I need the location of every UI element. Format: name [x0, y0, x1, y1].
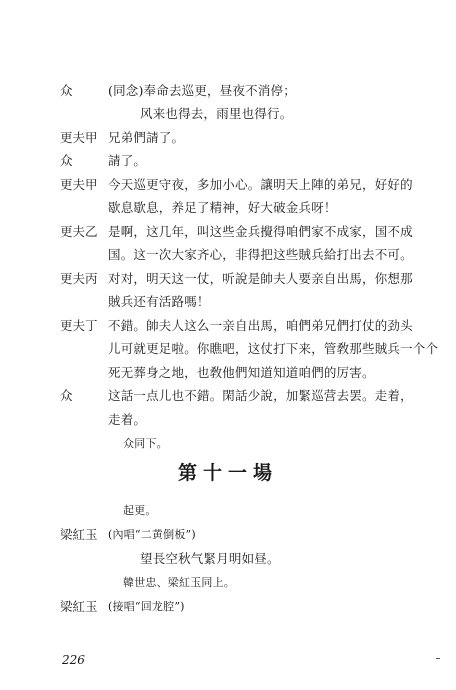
margin-mark [436, 658, 440, 659]
sung-line: 望長空秋气緊月明如昼。 [140, 551, 280, 566]
dialogue-line: 請了。 [108, 153, 147, 168]
dialogue-line: 对对，明天这一仗，听說是帥夫人要亲自出馬，你想那 [108, 271, 413, 286]
speaker-label: 梁紅玉 [60, 599, 98, 614]
dialogue-line: 死无葬身之地，也敎他們知道知道咱們的厉害。 [108, 365, 375, 380]
dialogue-line: 国。这一次大家齐心，非得把这些賊兵給打出去不可。 [108, 247, 413, 262]
singing-cue: (內唱“二黄倒板”) [108, 528, 196, 541]
dialogue-line: 今天巡更守夜，多加小心。讓明天上陣的弟兄，好好的 [108, 177, 413, 192]
stage-direction: 起更。 [123, 504, 157, 517]
scene-heading: 第十一場 [177, 462, 278, 484]
dialogue-line: 这話一点儿也不錯。閑話少說，加緊巡营去罢。走着， [108, 388, 413, 403]
stage-direction: 众同下。 [123, 437, 168, 450]
speaker-label: 更夫丙 [60, 271, 98, 286]
speaker-label: 更夫甲 [60, 177, 98, 192]
singing-cue: (接唱“回龙腔”) [108, 600, 185, 613]
speaker-label: 更夫乙 [60, 224, 98, 239]
dialogue-line: 賊兵还有活路嗎！ [108, 294, 210, 309]
speaker-label: 众 [60, 153, 73, 168]
page-number: 226 [62, 653, 85, 667]
dialogue-line: 不錯。帥夫人这么一亲自出馬，咱們弟兄們打仗的劲头 [108, 318, 413, 333]
dialogue-line: 歇息歇息，养足了精神，好大破金兵呀！ [108, 200, 337, 215]
speaker-label: 梁紅玉 [60, 527, 98, 542]
dialogue-line: 儿可就更足啦。你瞧吧，这仗打下来，管敎那些賊兵一个个 [108, 341, 439, 356]
dialogue-line: (同念)奉命去巡更，昼夜不消停； [108, 83, 296, 98]
dialogue-line: 兄弟們請了。 [108, 130, 185, 145]
speaker-label: 众 [60, 388, 73, 403]
dialogue-line: 风来也得去，雨里也得行。 [140, 106, 293, 121]
stage-direction: 韓世忠、梁紅玉同上。 [123, 576, 235, 589]
speaker-label: 众 [60, 83, 73, 98]
speaker-label: 更夫甲 [60, 130, 98, 145]
dialogue-line: 走着。 [108, 412, 147, 427]
dialogue-line: 是啊，这几年，叫这些金兵攪得咱們家不成家，国不成 [108, 224, 413, 239]
speaker-label: 更夫丁 [60, 318, 98, 333]
